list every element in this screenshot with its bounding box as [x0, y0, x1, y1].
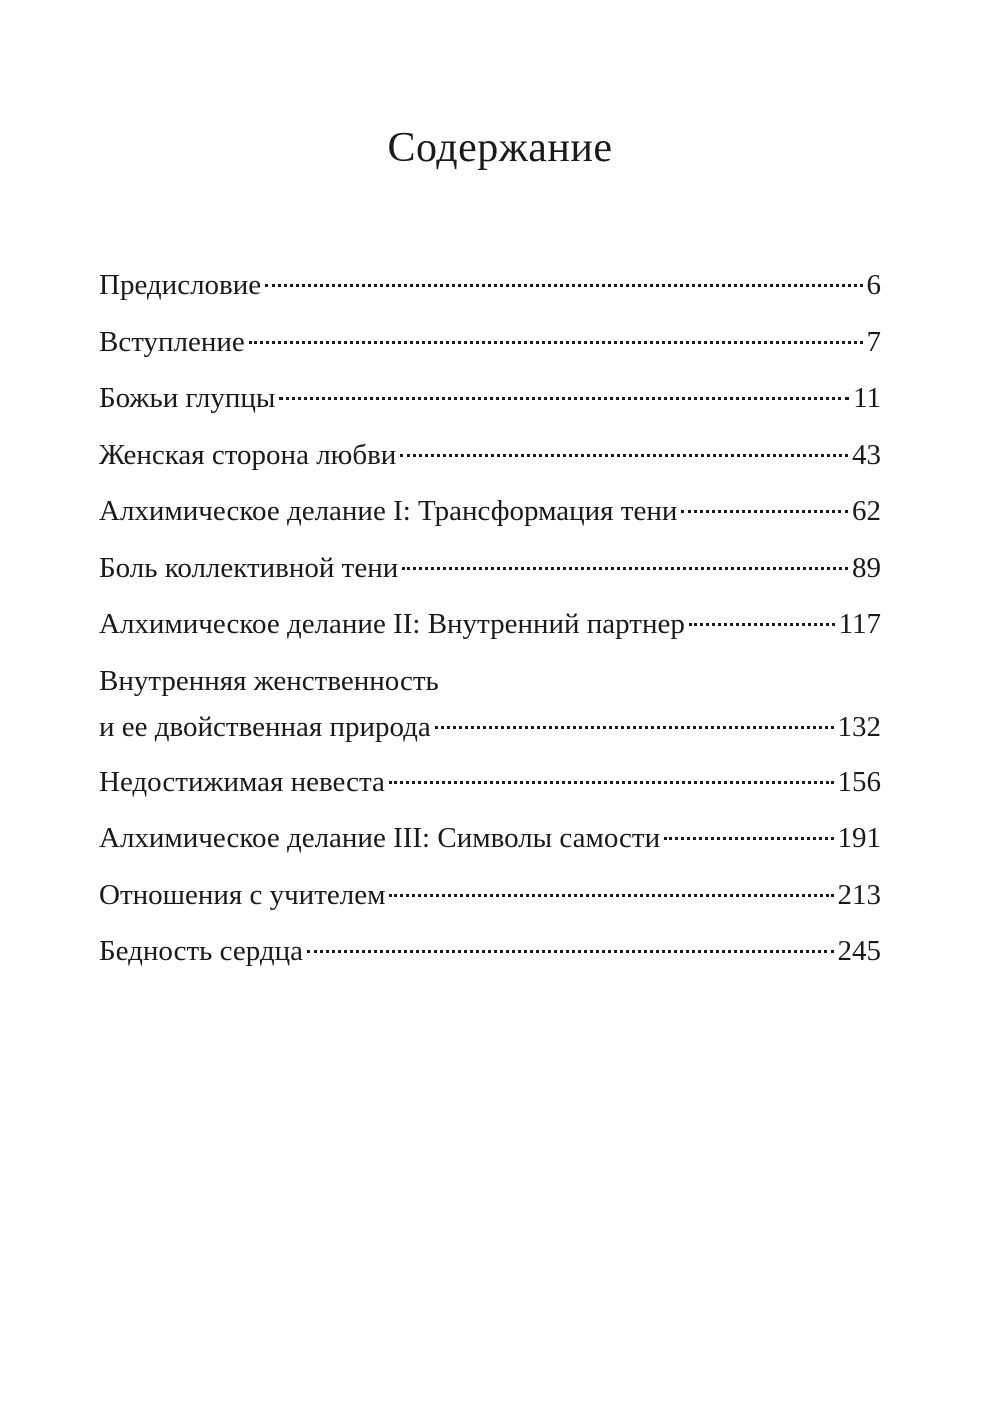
- toc-page-number: 7: [866, 325, 881, 358]
- toc-page-number: 245: [837, 935, 881, 967]
- dot-leader: [307, 950, 833, 953]
- toc-entry-title: Алхимическое делание II: Внутренний партнер: [99, 608, 685, 640]
- dot-leader: [400, 454, 848, 457]
- page-title: Содержание: [387, 125, 613, 171]
- toc-entry-title-line1: Внутренняя женственность: [99, 664, 439, 697]
- toc-entry-title: Алхимическое делание I: Трансформация тени: [99, 495, 678, 527]
- toc-entry-alchemy-1[interactable]: [99, 488, 881, 545]
- dot-leader: [402, 567, 848, 570]
- toc-page-number: 117: [838, 608, 881, 640]
- toc-entry-feminine-side[interactable]: [99, 432, 881, 489]
- toc-entry-introduction[interactable]: [99, 319, 881, 376]
- dot-leader: [689, 623, 835, 626]
- toc-entry-poverty-of-heart[interactable]: [99, 928, 881, 985]
- dot-leader: [389, 781, 834, 784]
- dot-leader: [279, 397, 849, 400]
- toc-entry-title: Божьи глупцы: [99, 382, 276, 414]
- toc-entry-alchemy-2[interactable]: [99, 601, 881, 658]
- toc-page-number: 6: [866, 269, 881, 301]
- toc-page-number: 132: [837, 710, 881, 743]
- toc-entry-alchemy-3[interactable]: [99, 815, 881, 872]
- toc-entry-title: Недостижимая невеста: [99, 765, 385, 798]
- dot-leader: [389, 894, 833, 897]
- toc-entry-title: Предисловие: [99, 269, 262, 301]
- toc-entry-title: Бедность сердца: [99, 935, 304, 967]
- dot-leader: [249, 341, 863, 344]
- toc-entry-teacher-relationship[interactable]: [99, 872, 881, 929]
- dot-leader: [435, 726, 834, 729]
- dot-leader: [681, 510, 848, 513]
- toc-entry-title: Алхимическое делание III: Символы самости: [99, 822, 661, 854]
- toc-page-number: 62: [852, 495, 881, 527]
- toc-page-number: 191: [837, 822, 881, 854]
- toc-entry-gods-fools[interactable]: [99, 375, 881, 432]
- toc-entry-title: Вступление: [99, 325, 245, 358]
- toc-page-number: 11: [853, 382, 881, 414]
- toc-page-number: 89: [852, 551, 881, 584]
- toc-entry-title: Боль коллективной тени: [99, 551, 399, 584]
- toc-entry-unattainable-bride[interactable]: [99, 759, 881, 816]
- table-of-contents: [99, 262, 881, 985]
- toc-entry-title: Отношения с учителем: [99, 878, 386, 911]
- toc-page-number: 156: [837, 765, 881, 798]
- toc-entry-preface[interactable]: [99, 262, 881, 319]
- dot-leader: [265, 284, 862, 287]
- dot-leader: [664, 837, 833, 840]
- toc-page-number: 213: [837, 878, 881, 911]
- toc-entry-title: Женская сторона любви: [99, 438, 397, 471]
- toc-entry-title-line2: и ее двойственная природа: [99, 710, 431, 743]
- toc-entry-inner-femininity[interactable]: [99, 658, 881, 759]
- toc-page-number: 43: [852, 438, 881, 471]
- toc-entry-collective-shadow[interactable]: [99, 545, 881, 602]
